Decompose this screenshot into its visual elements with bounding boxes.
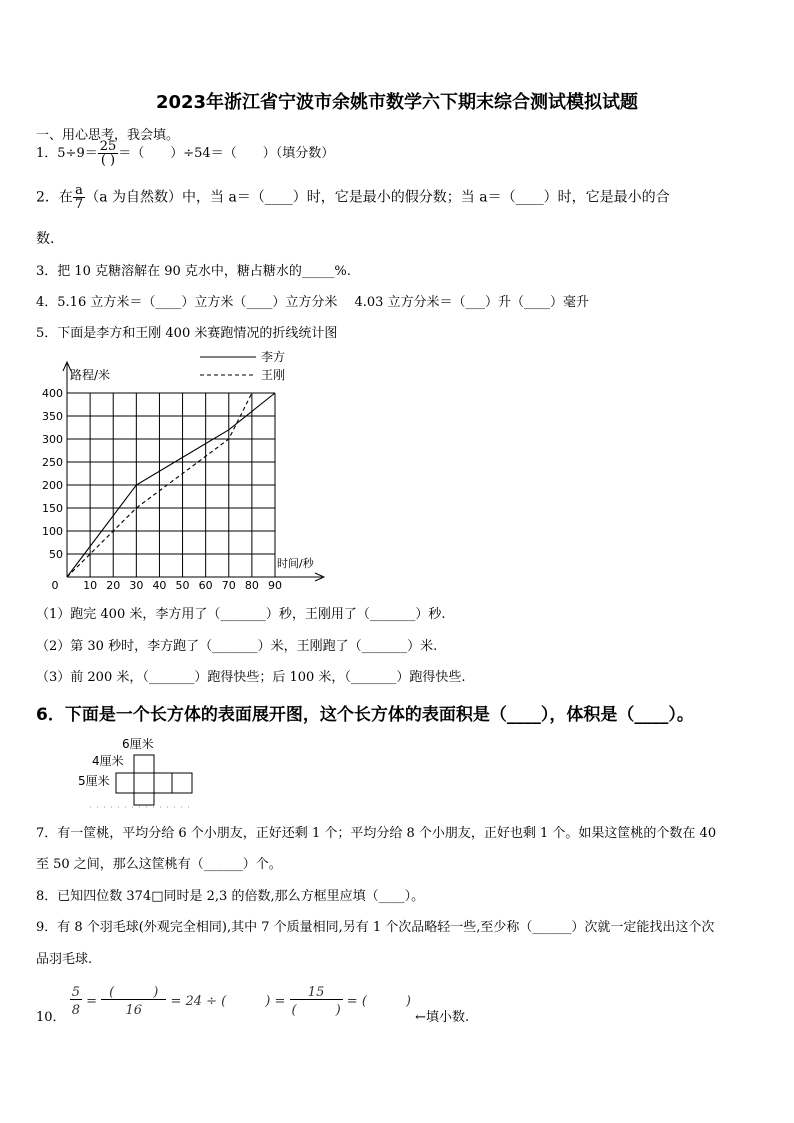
net-face-right [154,773,172,793]
chart-legend [200,349,285,382]
x-tick-label: 30 [129,579,144,592]
question-8: 8．已知四位数 374□同时是 2,3 的倍数,那么方框里应填（____）。 [36,889,425,904]
legend-label-lifang: 李方 [261,350,286,364]
y-tick-label: 50 [49,548,63,561]
q2-continuation: 数. [36,231,55,247]
question-7: 7．有一筐桃，平均分给 6 个小朋友，正好还剩 1 个；平均分给 8 个小朋友，正好也剩 1 个。如果这筐桃的个数在 40 [36,826,717,841]
x-tick-label: 0 [51,579,59,592]
q10-number: 10． [36,1010,66,1025]
net-label-left-2: 5厘米 [78,774,110,788]
q2-frac-den: 7 [74,197,84,212]
q1-frac-den: ( ) [100,153,116,168]
q10-f3-num: 15 [290,986,343,1000]
page-title: 2023年浙江省宁波市余姚市数学六下期末综合测试模拟试题 [155,92,639,113]
y-tick-label: 300 [42,433,63,446]
net-label-top: 6厘米 [122,737,154,751]
chart-grid [67,393,275,577]
q2-text: （a 为自然数）中，当 a＝（____）时，它是最小的假分数；当 a＝（____）时，它是最小的合 [85,189,670,206]
q2-fraction [73,184,85,211]
q5-sub-2: （2）第 30 秒时，李方跑了（_______）米，王刚跑了（_______）米. [36,639,438,654]
net-face-front [134,773,154,793]
q5-sub-1: （1）跑完 400 米，李方用了（_______）秒，王刚用了（_______）秒. [36,607,446,622]
x-axis-label: 时间/秒 [277,557,314,570]
q2-number: 2． [36,189,59,206]
q1-prefix: 5÷9＝ [57,146,98,161]
q7-continuation: 至 50 之间，那么这筐桃有（______）个。 [36,857,282,872]
question-5: 5．下面是李方和王刚 400 米赛跑情况的折线统计图 [36,326,338,341]
x-tick-label: 20 [106,579,121,592]
q1-suffix: ＝（ ）÷54＝（ ）（填分数） [118,146,335,161]
chart-axes [63,362,324,581]
q10-f3-den: ( ) [291,1003,341,1018]
q10-fraction-1 [70,986,82,1017]
y-tick-label: 250 [42,456,63,469]
q10-middle: = 24 ÷ ( ) = [170,994,286,1009]
y-tick-label: 400 [42,387,63,400]
x-tick-label: 70 [221,579,236,592]
net-label-left-1: 4厘米 [92,754,124,768]
q10-equals: = [86,994,98,1009]
section-heading: 一、用心思考，我会填。 [36,128,180,143]
x-tick-label: 60 [198,579,213,592]
y-tick-label: 200 [42,479,63,492]
q10-fraction-2 [101,986,166,1017]
q10-f1-num: 5 [71,985,80,1000]
net-face-back [172,773,192,793]
q10-suffix: ←填小数. [415,1010,470,1025]
net-face-left [116,773,134,793]
q10-f2-den: 16 [125,1003,142,1018]
net-face-top [134,755,154,773]
question-2 [36,184,670,211]
x-tick-label: 40 [152,579,167,592]
q2-prefix: 在 [58,189,73,206]
line-chart [30,340,340,595]
q1-fraction [98,140,119,167]
q1-number: 1． [36,146,58,161]
net-shapes [116,755,192,805]
y-tick-label: 350 [42,410,63,423]
question-6: 6．下面是一个长方体的表面展开图，这个长方体的表面积是（____），体积是（____）。 [36,705,694,725]
net-face-bottom [134,793,154,805]
q9-continuation: 品羽毛球. [36,952,93,967]
question-3: 3．把 10 克糖溶解在 90 克水中，糖占糖水的_____%. [36,264,351,279]
question-9: 9．有 8 个羽毛球(外观完全相同),其中 7 个质量相同,另有 1 个次品略轻一些,至少称（______）次就一定能找出这个次 [36,920,715,935]
y-axis-label: 路程/米 [70,368,111,382]
y-tick-label: 150 [42,502,63,515]
q10-f1-den: 8 [71,1003,80,1018]
q10-f2-num: ( ) [101,986,166,1000]
q1-frac-num: 25 [99,139,117,154]
question-4: 4．5.16 立方米＝（____）立方米（____）立方分米 4.03 立方分米＝（___）升（____）毫升 [36,295,590,310]
x-tick-label: 10 [83,579,98,592]
x-tick-label: 80 [244,579,259,592]
q2-frac-num: a [73,184,85,198]
question-10 [36,978,469,1025]
question-1 [36,140,334,167]
q5-sub-3: （3）前 200 米，（_______）跑得快些；后 100 米，（_______）跑得快些. [36,670,466,685]
q10-tail: = ( ) [346,994,411,1009]
q10-fraction-3 [290,986,343,1017]
x-tick-label: 50 [175,579,190,592]
x-tick-label: 90 [268,579,282,592]
legend-label-wanggang: 王刚 [261,368,286,382]
y-tick-label: 100 [42,525,63,538]
cuboid-net-diagram [70,735,210,810]
